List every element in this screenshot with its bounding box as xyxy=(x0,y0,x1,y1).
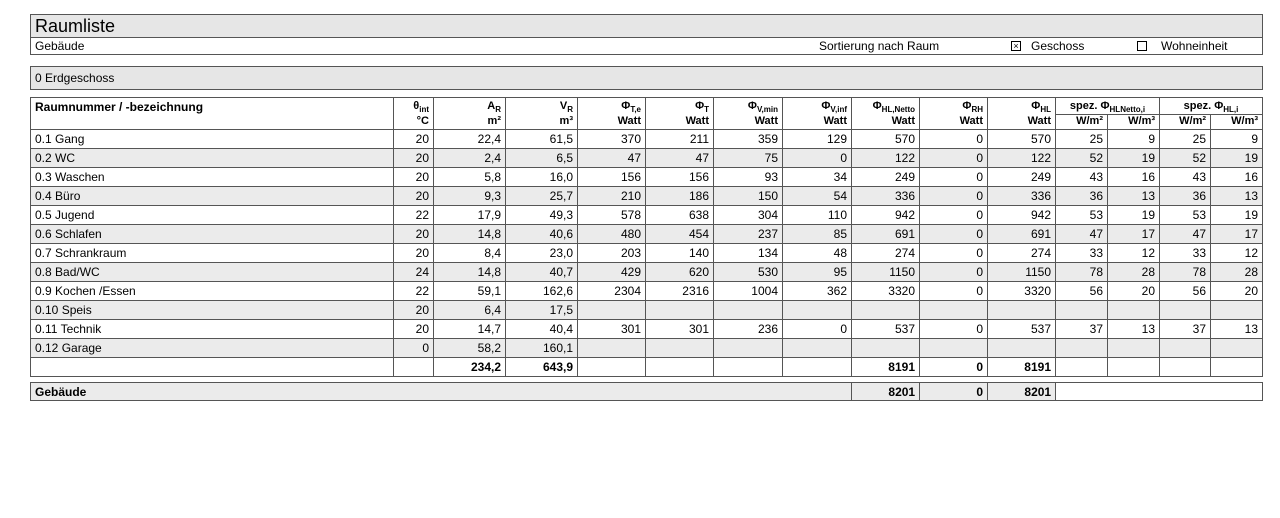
room-name: 0.11 Technik xyxy=(31,320,394,339)
cell-pvinf xyxy=(783,301,852,320)
cell-s2a: 33 xyxy=(1160,244,1211,263)
cell-pvmin xyxy=(714,301,783,320)
cell-s2a: 43 xyxy=(1160,168,1211,187)
cell-s1b: 19 xyxy=(1108,206,1160,225)
cell-s2b: 16 xyxy=(1211,168,1263,187)
cell-s2b xyxy=(1211,301,1263,320)
cell-pvinf: 129 xyxy=(783,130,852,149)
building-prh: 0 xyxy=(920,383,988,401)
col-vr: $V_R$ xyxy=(506,98,578,115)
unit-phl: Watt xyxy=(988,115,1056,130)
cell-s2b: 20 xyxy=(1211,282,1263,301)
room-name: 0.4 Büro xyxy=(31,187,394,206)
total-vr: 643,9 xyxy=(506,358,578,377)
cell-prh: 0 xyxy=(920,187,988,206)
cell-pte: 370 xyxy=(578,130,646,149)
cell-pte: 156 xyxy=(578,168,646,187)
cell-pt xyxy=(646,301,714,320)
cell-s1a: 52 xyxy=(1056,149,1108,168)
building-phl: 8201 xyxy=(988,383,1056,401)
cell-s1a: 47 xyxy=(1056,225,1108,244)
cell-ar: 2,4 xyxy=(434,149,506,168)
unit-pvinf: Watt xyxy=(783,115,852,130)
building-total-label: Gebäude xyxy=(31,383,852,401)
cell-vr: 16,0 xyxy=(506,168,578,187)
col-room-unit xyxy=(31,115,394,130)
table-row xyxy=(31,187,1263,206)
cell-s1a: 25 xyxy=(1056,130,1108,149)
building-phln: 8201 xyxy=(852,383,920,401)
cell-pvmin: 304 xyxy=(714,206,783,225)
unit-s2b: W/m³ xyxy=(1211,115,1263,130)
cell-pte: 210 xyxy=(578,187,646,206)
unit-prh: Watt xyxy=(920,115,988,130)
cell-pt: 211 xyxy=(646,130,714,149)
cell-pvinf: 0 xyxy=(783,320,852,339)
unit-theta: °C xyxy=(394,115,434,130)
cell-t: 20 xyxy=(394,149,434,168)
cell-prh: 0 xyxy=(920,244,988,263)
cell-s2b: 19 xyxy=(1211,206,1263,225)
cell-pvmin: 359 xyxy=(714,130,783,149)
col-prh: $\Phi_{RH}$ xyxy=(920,98,988,115)
room-name: 0.10 Speis xyxy=(31,301,394,320)
cell-s2b: 9 xyxy=(1211,130,1263,149)
cell-phln: 336 xyxy=(852,187,920,206)
col-phl: $\Phi_{HL}$ xyxy=(988,98,1056,115)
cell-s2a: 25 xyxy=(1160,130,1211,149)
cell-phln: 3320 xyxy=(852,282,920,301)
cell-s1b: 20 xyxy=(1108,282,1160,301)
cell-ar: 22,4 xyxy=(434,130,506,149)
floor-option-label: Geschoss xyxy=(1031,39,1085,53)
cell-vr: 40,6 xyxy=(506,225,578,244)
cell-pt: 454 xyxy=(646,225,714,244)
unit-checkbox[interactable] xyxy=(1137,41,1147,51)
table-row xyxy=(31,320,1263,339)
cell-pte xyxy=(578,301,646,320)
room-name: 0.1 Gang xyxy=(31,130,394,149)
cell-phl: 691 xyxy=(988,225,1056,244)
total-empty xyxy=(1211,358,1263,377)
cell-t: 20 xyxy=(394,187,434,206)
cell-pvinf: 0 xyxy=(783,149,852,168)
total-empty xyxy=(1056,358,1108,377)
cell-phl xyxy=(988,301,1056,320)
cell-s1b: 16 xyxy=(1108,168,1160,187)
cell-phl: 122 xyxy=(988,149,1056,168)
cell-phln: 691 xyxy=(852,225,920,244)
cell-pvmin xyxy=(714,339,783,358)
cell-pvinf: 110 xyxy=(783,206,852,225)
cell-s1a: 43 xyxy=(1056,168,1108,187)
table-row xyxy=(31,339,1263,358)
cell-vr: 17,5 xyxy=(506,301,578,320)
unit-pte: Watt xyxy=(578,115,646,130)
cell-pt: 186 xyxy=(646,187,714,206)
cell-phl: 3320 xyxy=(988,282,1056,301)
table-row xyxy=(31,301,1263,320)
cell-prh: 0 xyxy=(920,225,988,244)
cell-s2a: 52 xyxy=(1160,149,1211,168)
cell-vr: 6,5 xyxy=(506,149,578,168)
cell-vr: 160,1 xyxy=(506,339,578,358)
cell-pvinf: 362 xyxy=(783,282,852,301)
cell-s2b: 28 xyxy=(1211,263,1263,282)
cell-t: 20 xyxy=(394,130,434,149)
cell-pvmin: 530 xyxy=(714,263,783,282)
cell-pvinf: 48 xyxy=(783,244,852,263)
cell-t: 0 xyxy=(394,339,434,358)
cell-phln: 1150 xyxy=(852,263,920,282)
cell-pvinf: 95 xyxy=(783,263,852,282)
table-row xyxy=(31,244,1263,263)
table-row xyxy=(31,225,1263,244)
cell-s1b: 9 xyxy=(1108,130,1160,149)
cell-s2a: 37 xyxy=(1160,320,1211,339)
cell-t: 24 xyxy=(394,263,434,282)
cell-s1b: 12 xyxy=(1108,244,1160,263)
cell-s2a: 56 xyxy=(1160,282,1211,301)
col-spez-netto: spez. $\Phi_{HLNetto,i}$ xyxy=(1056,98,1160,115)
col-ar: $A_R$ xyxy=(434,98,506,115)
room-name: 0.7 Schrankraum xyxy=(31,244,394,263)
cell-s2a: 36 xyxy=(1160,187,1211,206)
cell-prh xyxy=(920,339,988,358)
cell-phln: 274 xyxy=(852,244,920,263)
cell-ar: 5,8 xyxy=(434,168,506,187)
cell-pt: 638 xyxy=(646,206,714,225)
total-phln: 8191 xyxy=(852,358,920,377)
cell-s2b xyxy=(1211,339,1263,358)
cell-ar: 14,7 xyxy=(434,320,506,339)
cell-phln: 942 xyxy=(852,206,920,225)
cell-prh xyxy=(920,301,988,320)
cell-s2b: 13 xyxy=(1211,320,1263,339)
floor-header: 0 Erdgeschoss xyxy=(30,66,1263,90)
building-label: Gebäude xyxy=(35,39,85,53)
cell-pte: 301 xyxy=(578,320,646,339)
cell-t: 22 xyxy=(394,282,434,301)
cell-pvinf: 54 xyxy=(783,187,852,206)
cell-phln: 537 xyxy=(852,320,920,339)
cell-s1a xyxy=(1056,301,1108,320)
total-prh: 0 xyxy=(920,358,988,377)
cell-s2a xyxy=(1160,301,1211,320)
cell-s2b: 12 xyxy=(1211,244,1263,263)
cell-vr: 25,7 xyxy=(506,187,578,206)
col-spez-hl: spez. $\Phi_{HL,i}$ xyxy=(1160,98,1263,115)
total-phl: 8191 xyxy=(988,358,1056,377)
cell-ar: 17,9 xyxy=(434,206,506,225)
building-total-table xyxy=(30,382,1263,401)
options-bar xyxy=(30,38,1263,55)
page-title: Raumliste xyxy=(30,14,1263,38)
cell-pvinf: 85 xyxy=(783,225,852,244)
cell-prh: 0 xyxy=(920,282,988,301)
total-empty xyxy=(783,358,852,377)
cell-s1b: 19 xyxy=(1108,149,1160,168)
cell-pvmin: 93 xyxy=(714,168,783,187)
cell-phl: 249 xyxy=(988,168,1056,187)
unit-s1a: W/m² xyxy=(1056,115,1108,130)
total-empty xyxy=(646,358,714,377)
col-room: Raumnummer / -bezeichnung xyxy=(31,98,394,115)
total-empty xyxy=(31,358,394,377)
total-row xyxy=(31,358,1263,377)
cell-vr: 23,0 xyxy=(506,244,578,263)
cell-s1b: 13 xyxy=(1108,320,1160,339)
cell-phl: 942 xyxy=(988,206,1056,225)
cell-t: 20 xyxy=(394,168,434,187)
cell-s1a: 56 xyxy=(1056,282,1108,301)
cell-phl: 570 xyxy=(988,130,1056,149)
col-phln: $\Phi_{HL,Netto}$ xyxy=(852,98,920,115)
cell-vr: 162,6 xyxy=(506,282,578,301)
cell-t: 20 xyxy=(394,301,434,320)
room-name: 0.2 WC xyxy=(31,149,394,168)
cell-phl: 1150 xyxy=(988,263,1056,282)
cell-ar: 8,4 xyxy=(434,244,506,263)
room-name: 0.8 Bad/WC xyxy=(31,263,394,282)
cell-pte: 2304 xyxy=(578,282,646,301)
cell-s1b xyxy=(1108,339,1160,358)
room-name: 0.3 Waschen xyxy=(31,168,394,187)
table-row xyxy=(31,149,1263,168)
cell-ar: 59,1 xyxy=(434,282,506,301)
unit-ar: m² xyxy=(434,115,506,130)
room-name: 0.9 Kochen /Essen xyxy=(31,282,394,301)
cell-phln: 249 xyxy=(852,168,920,187)
unit-pt: Watt xyxy=(646,115,714,130)
cell-pte: 578 xyxy=(578,206,646,225)
cell-s1b: 17 xyxy=(1108,225,1160,244)
cell-phln: 122 xyxy=(852,149,920,168)
cell-prh: 0 xyxy=(920,130,988,149)
cell-pvmin: 1004 xyxy=(714,282,783,301)
table-row xyxy=(31,282,1263,301)
cell-s1a: 36 xyxy=(1056,187,1108,206)
cell-pte: 203 xyxy=(578,244,646,263)
cell-ar: 14,8 xyxy=(434,225,506,244)
cell-s2a: 53 xyxy=(1160,206,1211,225)
room-name: 0.5 Jugend xyxy=(31,206,394,225)
cell-s2b: 19 xyxy=(1211,149,1263,168)
cell-pt: 156 xyxy=(646,168,714,187)
cell-s1a: 53 xyxy=(1056,206,1108,225)
room-table xyxy=(30,97,1263,377)
cell-prh: 0 xyxy=(920,206,988,225)
cell-prh: 0 xyxy=(920,263,988,282)
building-empty xyxy=(1056,383,1263,401)
cell-phl: 537 xyxy=(988,320,1056,339)
col-pvinf: $\Phi_{V,inf}$ xyxy=(783,98,852,115)
unit-pvmin: Watt xyxy=(714,115,783,130)
cell-ar: 14,8 xyxy=(434,263,506,282)
unit-s1b: W/m³ xyxy=(1108,115,1160,130)
cell-pt: 301 xyxy=(646,320,714,339)
unit-option-label: Wohneinheit xyxy=(1161,39,1228,53)
room-name: 0.6 Schlafen xyxy=(31,225,394,244)
cell-s2a: 47 xyxy=(1160,225,1211,244)
unit-phln: Watt xyxy=(852,115,920,130)
cell-s1a xyxy=(1056,339,1108,358)
cell-pt: 140 xyxy=(646,244,714,263)
cell-s1a: 37 xyxy=(1056,320,1108,339)
cell-t: 22 xyxy=(394,206,434,225)
cell-pte: 429 xyxy=(578,263,646,282)
cell-prh: 0 xyxy=(920,168,988,187)
cell-s1a: 33 xyxy=(1056,244,1108,263)
col-pvmin: $\Phi_{V,min}$ xyxy=(714,98,783,115)
cell-phl xyxy=(988,339,1056,358)
table-row xyxy=(31,206,1263,225)
total-empty xyxy=(1108,358,1160,377)
cell-s1a: 78 xyxy=(1056,263,1108,282)
col-pt: $\Phi_T$ xyxy=(646,98,714,115)
cell-pte: 480 xyxy=(578,225,646,244)
cell-pt xyxy=(646,339,714,358)
cell-s2a: 78 xyxy=(1160,263,1211,282)
cell-t: 20 xyxy=(394,244,434,263)
total-empty xyxy=(1160,358,1211,377)
cell-t: 20 xyxy=(394,225,434,244)
cell-phl: 336 xyxy=(988,187,1056,206)
cell-phln xyxy=(852,339,920,358)
cell-vr: 40,7 xyxy=(506,263,578,282)
cell-pt: 2316 xyxy=(646,282,714,301)
cell-phl: 274 xyxy=(988,244,1056,263)
cell-pvinf xyxy=(783,339,852,358)
table-row xyxy=(31,168,1263,187)
room-name: 0.12 Garage xyxy=(31,339,394,358)
cell-s1b xyxy=(1108,301,1160,320)
cell-t: 20 xyxy=(394,320,434,339)
cell-s2b: 13 xyxy=(1211,187,1263,206)
cell-pvmin: 75 xyxy=(714,149,783,168)
cell-prh: 0 xyxy=(920,320,988,339)
total-empty xyxy=(578,358,646,377)
cell-pte xyxy=(578,339,646,358)
cell-pvmin: 134 xyxy=(714,244,783,263)
col-pte: $\Phi_{T,e}$ xyxy=(578,98,646,115)
cell-pt: 47 xyxy=(646,149,714,168)
cell-pvmin: 237 xyxy=(714,225,783,244)
cell-vr: 61,5 xyxy=(506,130,578,149)
table-row xyxy=(31,263,1263,282)
cell-vr: 49,3 xyxy=(506,206,578,225)
table-row xyxy=(31,130,1263,149)
cell-ar: 6,4 xyxy=(434,301,506,320)
cell-pte: 47 xyxy=(578,149,646,168)
cell-pvmin: 150 xyxy=(714,187,783,206)
unit-s2a: W/m² xyxy=(1160,115,1211,130)
cell-ar: 9,3 xyxy=(434,187,506,206)
cell-phln: 570 xyxy=(852,130,920,149)
building-total-row xyxy=(31,383,1263,401)
cell-pvinf: 34 xyxy=(783,168,852,187)
cell-prh: 0 xyxy=(920,149,988,168)
total-ar: 234,2 xyxy=(434,358,506,377)
cell-ar: 58,2 xyxy=(434,339,506,358)
cell-s1b: 13 xyxy=(1108,187,1160,206)
total-empty xyxy=(714,358,783,377)
floor-checkbox[interactable]: × xyxy=(1011,41,1021,51)
cell-s1b: 28 xyxy=(1108,263,1160,282)
cell-pvmin: 236 xyxy=(714,320,783,339)
cell-s2a xyxy=(1160,339,1211,358)
cell-vr: 40,4 xyxy=(506,320,578,339)
unit-vr: m³ xyxy=(506,115,578,130)
cell-phln xyxy=(852,301,920,320)
sort-label: Sortierung nach Raum xyxy=(819,39,940,53)
total-empty xyxy=(394,358,434,377)
cell-s2b: 17 xyxy=(1211,225,1263,244)
cell-pt: 620 xyxy=(646,263,714,282)
col-theta: $\theta_{int}$ xyxy=(394,98,434,115)
